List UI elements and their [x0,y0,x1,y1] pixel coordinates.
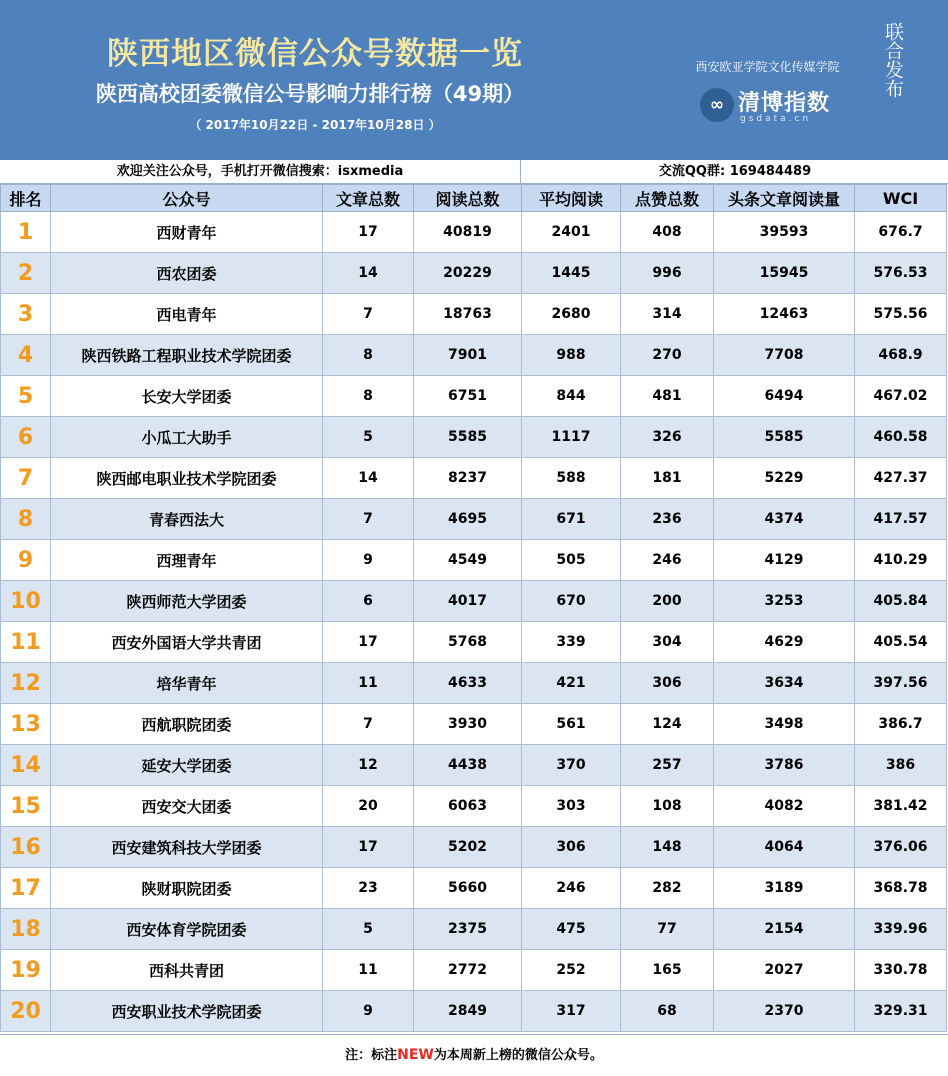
value-cell: 6 [323,581,414,622]
footer-suffix: 为本周新上榜的微信公众号。 [433,1048,603,1063]
rank-cell: 2 [1,253,51,294]
value-cell: 561 [522,704,621,745]
value-cell: 200 [621,581,714,622]
value-cell: 40819 [414,212,522,253]
value-cell: 468.9 [855,335,947,376]
value-cell: 326 [621,417,714,458]
account-name-cell: 西电青年 [51,294,323,335]
value-cell: 329.31 [855,991,947,1032]
value-cell: 246 [621,540,714,581]
value-cell: 6063 [414,786,522,827]
value-cell: 4629 [714,622,855,663]
value-cell: 11 [323,663,414,704]
value-cell: 17 [323,212,414,253]
value-cell: 3498 [714,704,855,745]
gsdata-logo [700,86,840,130]
table-body [1,212,947,1032]
value-cell: 368.78 [855,868,947,909]
value-cell: 18763 [414,294,522,335]
value-cell: 676.7 [855,212,947,253]
value-cell: 257 [621,745,714,786]
account-name-cell: 小瓜工大助手 [51,417,323,458]
account-name-cell: 西理青年 [51,540,323,581]
value-cell: 77 [621,909,714,950]
value-cell: 405.54 [855,622,947,663]
value-cell: 39593 [714,212,855,253]
rank-cell: 5 [1,376,51,417]
info-row [0,160,948,184]
value-cell: 3253 [714,581,855,622]
value-cell: 17 [323,622,414,663]
value-cell: 576.53 [855,253,947,294]
value-cell: 2370 [714,991,855,1032]
account-name-cell: 青春西法大 [51,499,323,540]
table-row [1,458,947,499]
value-cell: 988 [522,335,621,376]
page-subtitle: 陕西高校团委微信公号影响力排行榜（49期） [95,82,525,106]
table-row [1,868,947,909]
value-cell: 6494 [714,376,855,417]
value-cell: 505 [522,540,621,581]
logo-text: 清博指数 [738,91,831,116]
table-row [1,294,947,335]
value-cell: 317 [522,991,621,1032]
org-name: 西安欧亚学院文化传媒学院 [695,60,840,74]
column-header: 公众号 [51,185,323,212]
table-row [1,909,947,950]
column-header: 平均阅读 [522,185,621,212]
value-cell: 475 [522,909,621,950]
rank-cell: 12 [1,663,51,704]
logo-domain: gsdata.cn [740,114,812,124]
infinity-icon: ∞ [700,88,734,122]
rank-cell: 10 [1,581,51,622]
page-title: 陕西地区微信公众号数据一览 [107,36,523,72]
rank-cell: 20 [1,991,51,1032]
rank-cell: 11 [1,622,51,663]
value-cell: 467.02 [855,376,947,417]
rank-cell: 1 [1,212,51,253]
table-row [1,499,947,540]
rank-cell: 7 [1,458,51,499]
value-cell: 376.06 [855,827,947,868]
value-cell: 148 [621,827,714,868]
account-name-cell: 长安大学团委 [51,376,323,417]
value-cell: 330.78 [855,950,947,991]
account-name-cell: 西安交大团委 [51,786,323,827]
rank-cell: 3 [1,294,51,335]
table-row [1,991,947,1032]
value-cell: 5585 [714,417,855,458]
column-header: 点赞总数 [621,185,714,212]
value-cell: 270 [621,335,714,376]
value-cell: 4064 [714,827,855,868]
account-name-cell: 陕西铁路工程职业技术学院团委 [51,335,323,376]
value-cell: 417.57 [855,499,947,540]
table-row [1,581,947,622]
value-cell: 410.29 [855,540,947,581]
account-name-cell: 西安建筑科技大学团委 [51,827,323,868]
value-cell: 165 [621,950,714,991]
value-cell: 6751 [414,376,522,417]
value-cell: 5202 [414,827,522,868]
value-cell: 4082 [714,786,855,827]
value-cell: 8 [323,376,414,417]
value-cell: 108 [621,786,714,827]
value-cell: 5660 [414,868,522,909]
table-row [1,540,947,581]
value-cell: 124 [621,704,714,745]
value-cell: 2772 [414,950,522,991]
table-row [1,663,947,704]
account-name-cell: 培华青年 [51,663,323,704]
table-row [1,950,947,991]
table-row [1,704,947,745]
table-row [1,335,947,376]
rank-cell: 14 [1,745,51,786]
value-cell: 2849 [414,991,522,1032]
value-cell: 427.37 [855,458,947,499]
new-marker: NEW [397,1047,434,1063]
rank-cell: 18 [1,909,51,950]
value-cell: 4438 [414,745,522,786]
value-cell: 181 [621,458,714,499]
value-cell: 408 [621,212,714,253]
value-cell: 68 [621,991,714,1032]
value-cell: 370 [522,745,621,786]
column-header: 排名 [1,185,51,212]
account-name-cell: 西科共青团 [51,950,323,991]
rank-cell: 16 [1,827,51,868]
value-cell: 4695 [414,499,522,540]
value-cell: 8 [323,335,414,376]
value-cell: 3634 [714,663,855,704]
value-cell: 575.56 [855,294,947,335]
value-cell: 2401 [522,212,621,253]
table-row [1,745,947,786]
date-range: （ 2017年10月22日 - 2017年10月28日 ） [189,118,441,132]
value-cell: 5 [323,909,414,950]
value-cell: 246 [522,868,621,909]
value-cell: 421 [522,663,621,704]
value-cell: 314 [621,294,714,335]
value-cell: 844 [522,376,621,417]
value-cell: 588 [522,458,621,499]
value-cell: 8237 [414,458,522,499]
value-cell: 1117 [522,417,621,458]
account-name-cell: 西安外国语大学共青团 [51,622,323,663]
rank-cell: 6 [1,417,51,458]
value-cell: 12463 [714,294,855,335]
value-cell: 20 [323,786,414,827]
header-banner [0,0,948,160]
value-cell: 17 [323,827,414,868]
value-cell: 5 [323,417,414,458]
value-cell: 4633 [414,663,522,704]
table-row [1,253,947,294]
table-header-row [1,185,947,212]
value-cell: 306 [621,663,714,704]
value-cell: 339 [522,622,621,663]
value-cell: 670 [522,581,621,622]
value-cell: 381.42 [855,786,947,827]
value-cell: 4374 [714,499,855,540]
joint-release-label: 联合发布 [882,22,904,98]
value-cell: 2680 [522,294,621,335]
account-name-cell: 西财青年 [51,212,323,253]
value-cell: 3189 [714,868,855,909]
value-cell: 4017 [414,581,522,622]
value-cell: 3786 [714,745,855,786]
value-cell: 282 [621,868,714,909]
value-cell: 4129 [714,540,855,581]
value-cell: 5585 [414,417,522,458]
value-cell: 7708 [714,335,855,376]
value-cell: 460.58 [855,417,947,458]
rank-cell: 19 [1,950,51,991]
value-cell: 386 [855,745,947,786]
value-cell: 20229 [414,253,522,294]
table-row [1,376,947,417]
value-cell: 5768 [414,622,522,663]
footer-note [0,1034,948,1075]
value-cell: 386.7 [855,704,947,745]
account-name-cell: 延安大学团委 [51,745,323,786]
account-name-cell: 西安职业技术学院团委 [51,991,323,1032]
value-cell: 7 [323,704,414,745]
rank-cell: 17 [1,868,51,909]
column-header: 文章总数 [323,185,414,212]
account-name-cell: 陕西邮电职业技术学院团委 [51,458,323,499]
rank-cell: 13 [1,704,51,745]
qq-group-info: 交流QQ群: 169484489 [658,164,812,179]
value-cell: 671 [522,499,621,540]
value-cell: 7 [323,294,414,335]
rank-cell: 15 [1,786,51,827]
value-cell: 481 [621,376,714,417]
value-cell: 397.56 [855,663,947,704]
value-cell: 15945 [714,253,855,294]
value-cell: 14 [323,253,414,294]
value-cell: 7901 [414,335,522,376]
account-name-cell: 西农团委 [51,253,323,294]
value-cell: 23 [323,868,414,909]
value-cell: 11 [323,950,414,991]
value-cell: 14 [323,458,414,499]
account-name-cell: 西安体育学院团委 [51,909,323,950]
account-name-cell: 西航职院团委 [51,704,323,745]
column-header: WCI [855,185,947,212]
account-name-cell: 陕西师范大学团委 [51,581,323,622]
value-cell: 306 [522,827,621,868]
value-cell: 339.96 [855,909,947,950]
ranking-table [0,184,947,1032]
table-row [1,827,947,868]
value-cell: 2375 [414,909,522,950]
value-cell: 2154 [714,909,855,950]
value-cell: 5229 [714,458,855,499]
value-cell: 996 [621,253,714,294]
table-row [1,417,947,458]
value-cell: 304 [621,622,714,663]
value-cell: 303 [522,786,621,827]
value-cell: 9 [323,540,414,581]
value-cell: 1445 [522,253,621,294]
value-cell: 2027 [714,950,855,991]
value-cell: 252 [522,950,621,991]
rank-cell: 4 [1,335,51,376]
table-row [1,622,947,663]
table-row [1,786,947,827]
column-header: 头条文章阅读量 [714,185,855,212]
value-cell: 4549 [414,540,522,581]
rank-cell: 9 [1,540,51,581]
follow-info: 欢迎关注公众号，手机打开微信搜索：isxmedia [0,160,521,183]
value-cell: 405.84 [855,581,947,622]
account-name-cell: 陕财职院团委 [51,868,323,909]
value-cell: 12 [323,745,414,786]
value-cell: 9 [323,991,414,1032]
value-cell: 236 [621,499,714,540]
footer-prefix: 注：标注 [345,1048,398,1063]
value-cell: 3930 [414,704,522,745]
column-header: 阅读总数 [414,185,522,212]
value-cell: 7 [323,499,414,540]
table-row [1,212,947,253]
rank-cell: 8 [1,499,51,540]
